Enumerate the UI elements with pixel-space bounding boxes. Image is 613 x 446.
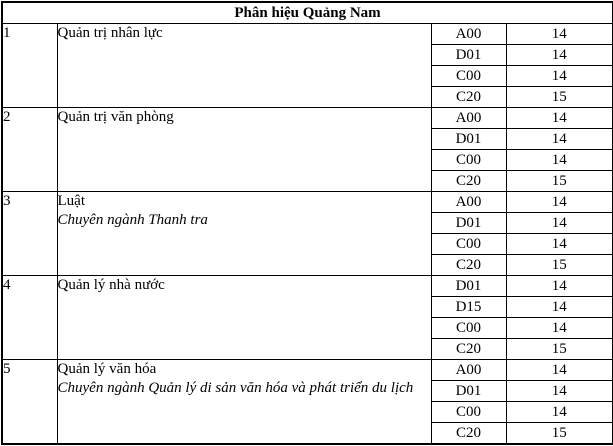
major-cell	[57, 360, 431, 445]
exam-code-cell: D01	[431, 213, 506, 234]
exam-code-cell: C20	[431, 339, 506, 360]
exam-code-cell: A00	[431, 108, 506, 129]
major-name: Quản lý văn hóa	[57, 361, 157, 377]
score-cell: 15	[506, 423, 613, 445]
score-cell: 15	[506, 87, 613, 108]
row-number-cell: 5	[2, 360, 57, 445]
exam-code-cell: D01	[431, 381, 506, 402]
row-number-cell: 3	[2, 192, 57, 276]
table-row	[2, 192, 613, 213]
score-cell: 14	[506, 213, 613, 234]
exam-code-cell: C00	[431, 402, 506, 423]
score-cell: 14	[506, 150, 613, 171]
score-cell: 15	[506, 339, 613, 360]
exam-code-cell: C20	[431, 171, 506, 192]
exam-code-cell: D01	[431, 276, 506, 297]
score-cell: 14	[506, 318, 613, 339]
row-number-cell: 2	[2, 108, 57, 192]
exam-code-cell: A00	[431, 192, 506, 213]
exam-code-cell: C20	[431, 423, 506, 445]
table-row	[2, 276, 613, 297]
major-name: Quản trị văn phòng	[57, 109, 174, 125]
exam-code-cell: C20	[431, 255, 506, 276]
exam-code-cell: C00	[431, 318, 506, 339]
exam-code-cell: D01	[431, 45, 506, 66]
row-number-cell: 1	[2, 24, 57, 108]
major-name: Quản trị nhân lực	[57, 25, 163, 41]
score-cell: 14	[506, 360, 613, 381]
score-cell: 14	[506, 297, 613, 318]
major-cell	[57, 108, 431, 192]
table-title: Phân hiệu Quảng Nam	[2, 2, 613, 24]
score-cell: 14	[506, 24, 613, 45]
score-cell: 14	[506, 108, 613, 129]
major-cell	[57, 276, 431, 360]
score-cell: 15	[506, 255, 613, 276]
exam-code-cell: A00	[431, 24, 506, 45]
admission-score-table	[1, 1, 613, 445]
table-row	[2, 108, 613, 129]
table-row	[2, 360, 613, 381]
exam-code-cell: D01	[431, 129, 506, 150]
exam-code-cell: A00	[431, 360, 506, 381]
score-cell: 14	[506, 45, 613, 66]
major-name: Quản lý nhà nước	[57, 277, 165, 293]
score-cell: 14	[506, 276, 613, 297]
exam-code-cell: C00	[431, 234, 506, 255]
score-cell: 14	[506, 66, 613, 87]
exam-code-cell: C00	[431, 66, 506, 87]
exam-code-cell: D15	[431, 297, 506, 318]
major-name: Luật	[57, 193, 85, 209]
score-cell: 14	[506, 129, 613, 150]
score-cell: 14	[506, 192, 613, 213]
table-row	[2, 24, 613, 45]
major-cell	[57, 192, 431, 276]
table-header-row	[2, 2, 613, 24]
score-cell: 15	[506, 171, 613, 192]
score-cell: 14	[506, 402, 613, 423]
specialty-name: Chuyên ngành Quản lý di sản văn hóa và phát triển du lịch	[57, 380, 414, 396]
exam-code-cell: C20	[431, 87, 506, 108]
exam-code-cell: C00	[431, 150, 506, 171]
score-cell: 14	[506, 381, 613, 402]
score-cell: 14	[506, 234, 613, 255]
major-cell	[57, 24, 431, 108]
row-number-cell: 4	[2, 276, 57, 360]
specialty-name: Chuyên ngành Thanh tra	[57, 212, 208, 228]
